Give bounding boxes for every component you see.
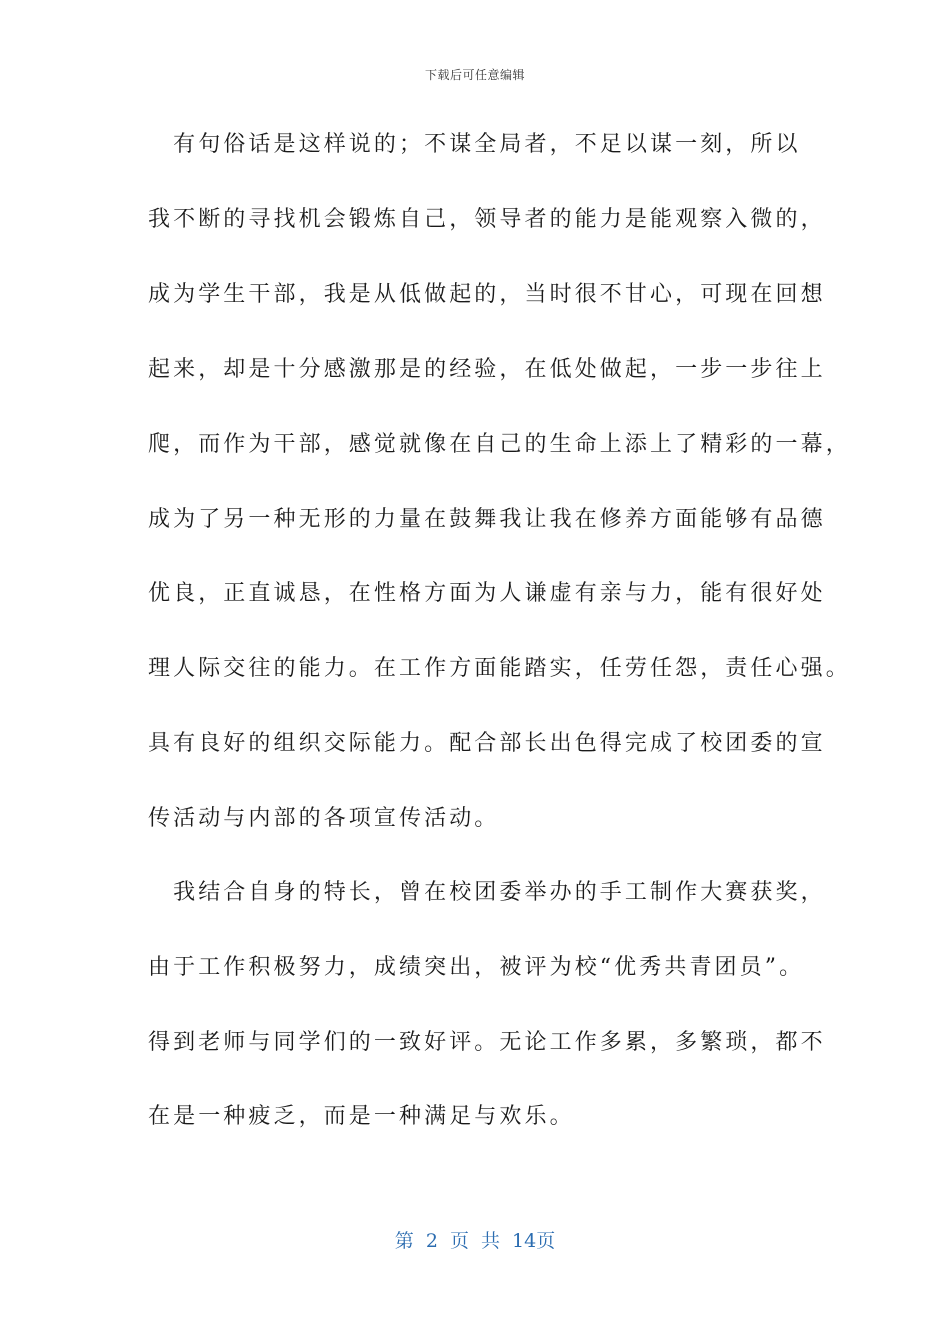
- text-line: 在是一种疲乏，而是一种满足与欢乐。: [148, 1104, 575, 1129]
- text-line: 具有良好的组织交际能力。配合部长出色得完成了校团委的宣: [148, 731, 826, 756]
- text-line: 起来，却是十分感激那是的经验，在低处做起，一步一步往上: [148, 357, 826, 382]
- header-note: 下载后可任意编辑: [424, 68, 525, 82]
- text-line: 我不断的寻找机会锻炼自己，领导者的能力是能观察入微的，: [148, 207, 826, 232]
- text-line: 我结合自身的特长，曾在校团委举办的手工制作大赛获奖，: [148, 880, 826, 905]
- text-line: 爬，而作为干部，感觉就像在自己的生命上添上了精彩的一幕，: [148, 432, 851, 457]
- page-number-footer: 第 2 页 共 14页: [394, 1230, 556, 1252]
- text-line: 得到老师与同学们的一致好评。无论工作多累，多繁琐，都不: [148, 1030, 826, 1055]
- text-line: 成为学生干部，我是从低做起的，当时很不甘心，可现在回想: [148, 282, 826, 307]
- text-line: 由于工作积极努力，成绩突出，被评为校“优秀共青团员”。: [148, 955, 805, 980]
- text-line: 理人际交往的能力。在工作方面能踏实，任劳任怨，责任心强。: [148, 656, 851, 681]
- text-line: 成为了另一种无形的力量在鼓舞我让我在修养方面能够有品德: [148, 507, 826, 532]
- text-line: 优良，正直诚恳，在性格方面为人谦虚有亲与力，能有很好处: [148, 581, 826, 606]
- text-line: 传活动与内部的各项宣传活动。: [148, 806, 500, 831]
- text-line: 有句俗话是这样说的；不谋全局者，不足以谋一刻，所以: [148, 132, 801, 157]
